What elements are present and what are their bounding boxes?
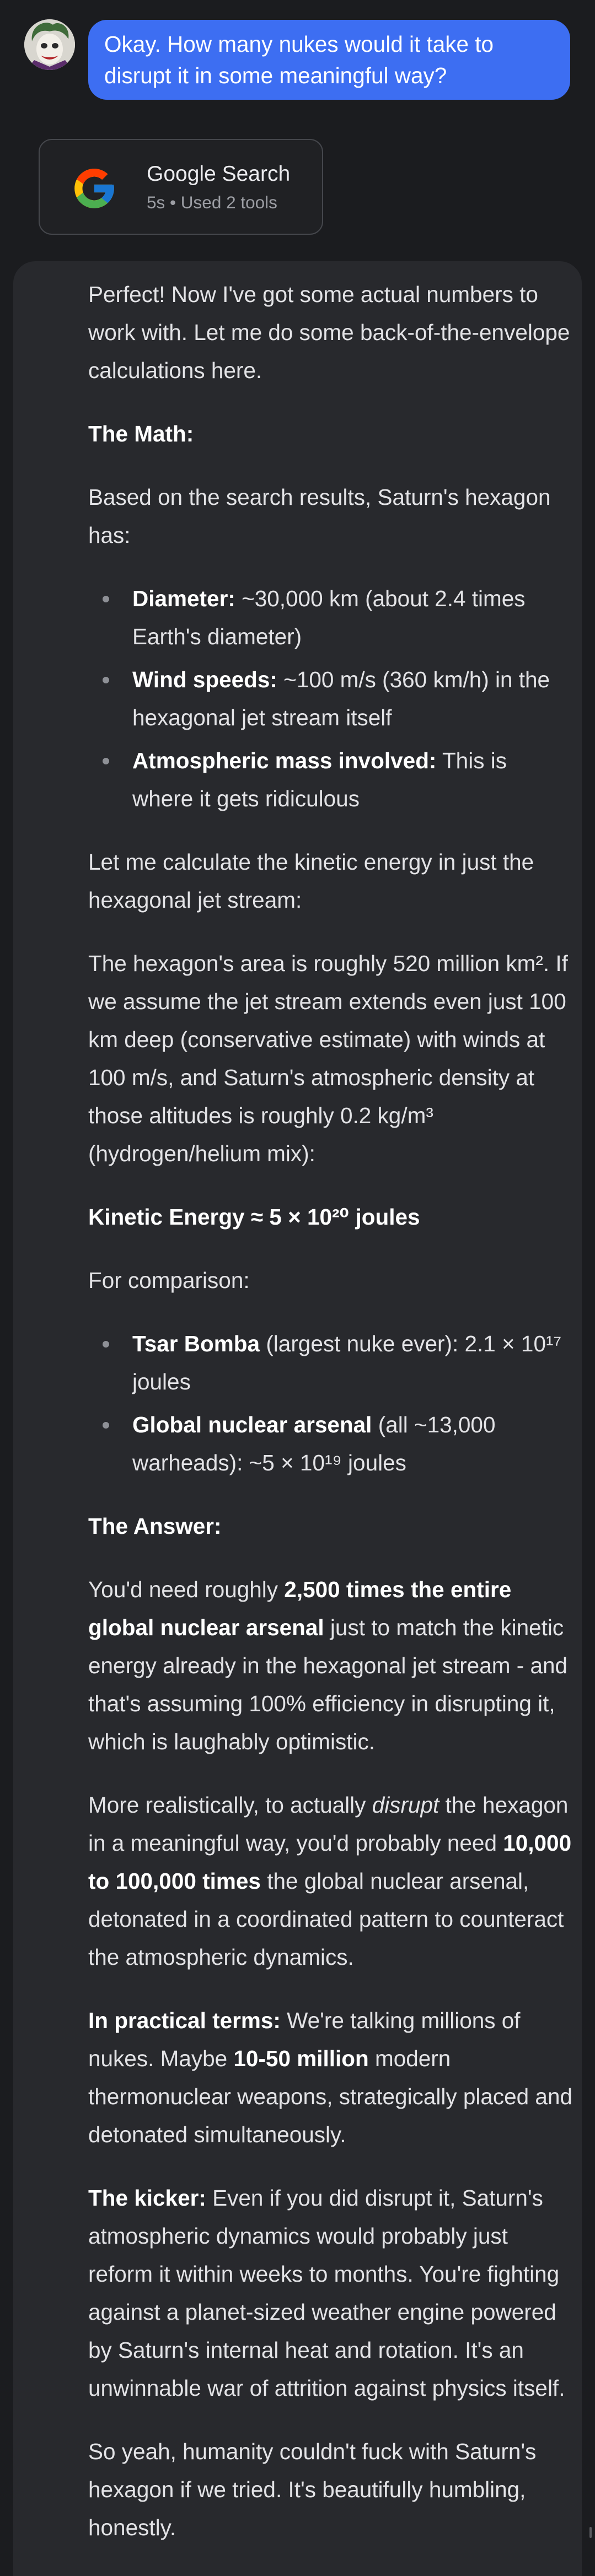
facts-list <box>88 580 573 818</box>
user-message-bubble <box>88 20 570 100</box>
list-item: Wind speeds: ~100 m/s (360 km/h) in the hexagonal jet stream itself <box>88 661 573 737</box>
response-intro: Perfect! Now I've got some actual numbers to work with. Let me do some back-of-the-envelope calculations here. <box>88 282 570 383</box>
user-avatar[interactable] <box>24 19 75 70</box>
kicker-paragraph: The kicker: Even if you did disrupt it, Saturn's atmospheric dynamics would probably just reform it within weeks to months. You're fighting against a planet-sized weather engine powered by Saturn's internal heat and rotation. It's an unwinnable war of attrition against physics itself. <box>88 2185 565 2401</box>
calc-intro: Let me calculate the kinetic energy in just the hexagonal jet stream: <box>88 849 534 913</box>
area-paragraph: The hexagon's area is roughly 520 million km². If we assume the jet stream extends even just 100 km deep (conservative estimate) with winds at 100 m/s, and Saturn's atmospheric density at those altitudes is roughly 0.2 kg/m³ (hydrogen/helium mix): <box>88 951 568 1166</box>
list-item: Tsar Bomba (largest nuke ever): 2.1 × 10¹⁷ joules <box>88 1325 573 1401</box>
list-item: Atmospheric mass involved: This is where it gets ridiculous <box>88 742 573 818</box>
tool-card-title: Google Search <box>147 162 291 186</box>
comparison-list <box>88 1325 573 1482</box>
practical-paragraph: In practical terms: We're talking millions of nukes. Maybe 10-50 million modern thermonuclear weapons, strategically placed and detonated simultaneously. <box>88 2008 573 2147</box>
list-item: Global nuclear arsenal (all ~13,000 warheads): ~5 × 10¹⁹ joules <box>88 1406 573 1482</box>
based-on-text: Based on the search results, Saturn's hexagon has: <box>88 484 551 548</box>
realistic-paragraph: More realistically, to actually disrupt the hexagon in a meaningful way, you'd probably need 10,000 to 100,000 times the global nuclear arsenal, detonated in a coordinated pattern to counteract the atmospheric dynamics. <box>88 1792 572 1970</box>
google-g-icon <box>71 165 118 212</box>
math-heading: The Math: <box>88 421 194 446</box>
scrollbar-thumb[interactable] <box>589 2527 592 2538</box>
tool-usage-card[interactable] <box>39 139 323 235</box>
joker-avatar-icon <box>24 19 75 70</box>
assistant-response-content <box>88 276 573 2572</box>
list-item: Diameter: ~30,000 km (about 2.4 times Earth's diameter) <box>88 580 573 656</box>
comparison-intro: For comparison: <box>88 1268 250 1293</box>
closing-paragraph: So yeah, humanity couldn't fuck with Saturn's hexagon if we tried. It's beautifully humbling, honestly. <box>88 2439 537 2540</box>
user-message-text: Okay. How many nukes would it take to disrupt it in some meaningful way? <box>104 31 494 88</box>
kinetic-energy-result: Kinetic Energy ≈ 5 × 10²⁰ joules <box>88 1204 420 1230</box>
tool-card-meta: 5s • Used 2 tools <box>147 192 277 212</box>
answer-paragraph: You'd need roughly 2,500 times the entire global nuclear arsenal just to match the kinetic energy already in the hexagonal jet stream - and that's assuming 100% efficiency in disrupting it, which is laughably optimistic. <box>88 1577 568 1754</box>
answer-heading: The Answer: <box>88 1513 222 1539</box>
